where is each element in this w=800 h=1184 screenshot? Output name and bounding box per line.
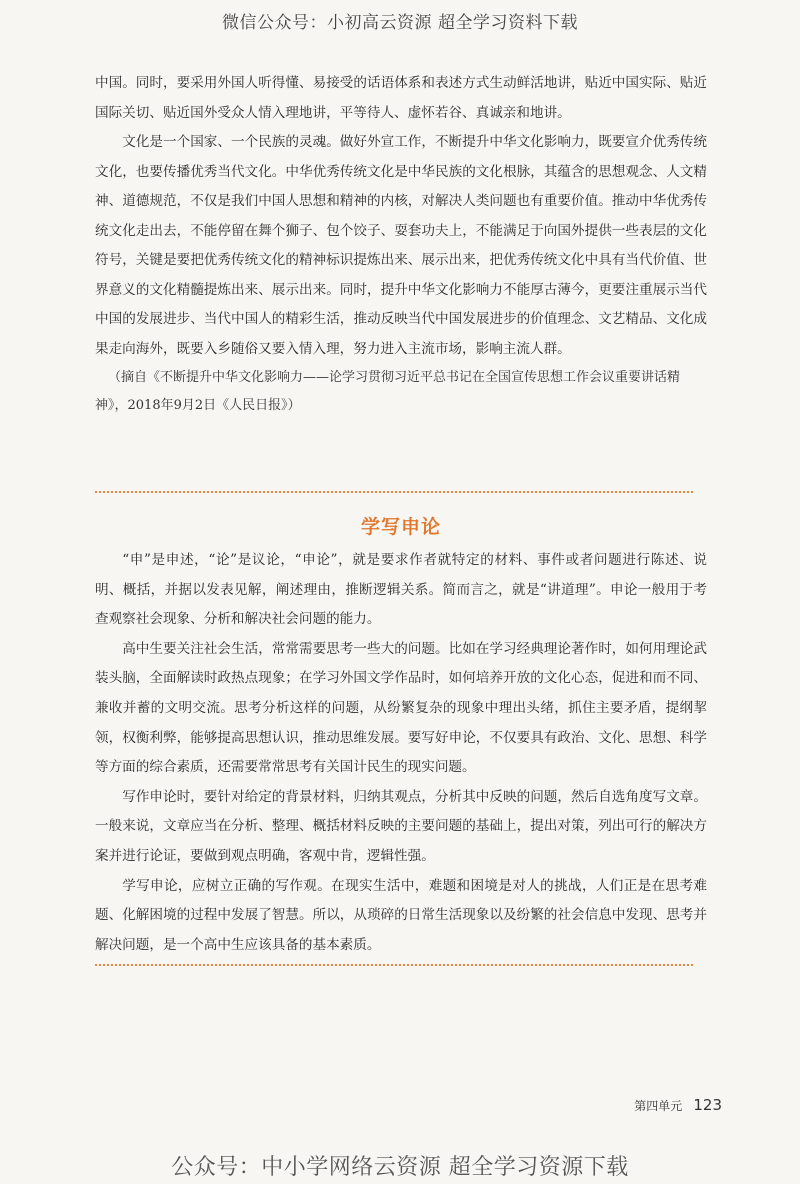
- section-divider-top: [95, 491, 693, 493]
- page-footer: [634, 1095, 722, 1114]
- unit-label: 第四单元: [634, 1099, 683, 1113]
- upper-text-block: [95, 69, 707, 420]
- source-citation: （摘自《不断提升中华文化影响力——论学习贯彻习近平总书记在全国宣传思想工作会议重要讲话精神》，2018年9月2日《人民日报》）: [95, 370, 681, 413]
- page-number: 123: [693, 1096, 722, 1114]
- section-paragraph-1: “申”是申述，“论”是议论，“申论”，就是要求作者就特定的材料、事件或者问题进行陈述、说明、概括，并据以发表见解，阐述理由，推断逻辑关系。简而言之，就是“讲道理”。申论一般用于考查观察社会现象、分析和解决社会问题的能力。: [95, 552, 707, 628]
- section-body: [95, 546, 707, 960]
- paragraph-continuation: 中国。同时，要采用外国人听得懂、易接受的话语体系和表述方式生动鲜活地讲，贴近中国实际、贴近国际关切、贴近国外受众人情入理地讲，平等待人、虚怀若谷、真诚亲和地讲。: [95, 75, 707, 121]
- paragraph-culture: 文化是一个国家、一个民族的灵魂。做好外宣工作，不断提升中华文化影响力，既要宣介优秀传统文化，也要传播优秀当代文化。中华优秀传统文化是中华民族的文化根脉，其蕴含的思想观念、人文精神、道德规范，不仅是我们中国人思想和精神的内核，对解决人类问题也有重要价值。推动中华优秀传统文化走出去，不能停留在舞个狮子、包个饺子、耍套功夫上，不能满足于向国外提供一些表层的文化符号，关键是要把优秀传统文化的精神标识提炼出来、展示出来，把优秀传统文化中具有当代价值、世界意义的文化精髓提炼出来、展示出来。同时，提升中华文化影响力不能厚古薄今，更要注重展示当代中国的发展进步、当代中国人的精彩生活，推动反映当代中国发展进步的价值理念、文艺精品、文化成果走向海外，既要入乡随俗又要入情入理，努力进入主流市场，影响主流人群。: [95, 134, 707, 357]
- footer-watermark: 公众号：中小学网络云资源 超全学习资源下载: [171, 1155, 629, 1180]
- header-watermark: 微信公众号：小初高云资源 超全学习资料下载: [222, 13, 578, 33]
- section-divider-bottom: [95, 964, 693, 966]
- section-paragraph-3: 写作申论时，要针对给定的背景材料，归纳其观点，分析其中反映的问题，然后自选角度写文章。一般来说，文章应当在分析、整理、概括材料反映的主要问题的基础上，提出对策，列出可行的解决方案并进行论证，要做到观点明确，客观中肯，逻辑性强。: [95, 788, 707, 864]
- section-title: 学写申论: [360, 516, 441, 538]
- section-paragraph-2: 高中生要关注社会生活，常常需要思考一些大的问题。比如在学习经典理论著作时，如何用理论武装头脑，全面解读时政热点现象；在学习外国文学作品时，如何培养开放的文化心态，促进和而不同、兼收并蓄的文明交流。思考分析这样的问题，从纷繁复杂的现象中理出头绪，抓住主要矛盾，提纲挈领，权衡利弊，能够提高思想认识，推动思维发展。要写好申论，不仅要具有政治、文化、思想、科学等方面的综合素质，还需要常常思考有关国计民生的现实问题。: [95, 640, 707, 776]
- section-paragraph-4: 学写申论，应树立正确的写作观。在现实生活中，难题和困境是对人的挑战，人们正是在思考难题、化解困境的过程中发展了智慧。所以，从琐碎的日常生活现象以及纷繁的社会信息中发现、思考并解决问题，是一个高中生应该具备的基本素质。: [95, 877, 707, 953]
